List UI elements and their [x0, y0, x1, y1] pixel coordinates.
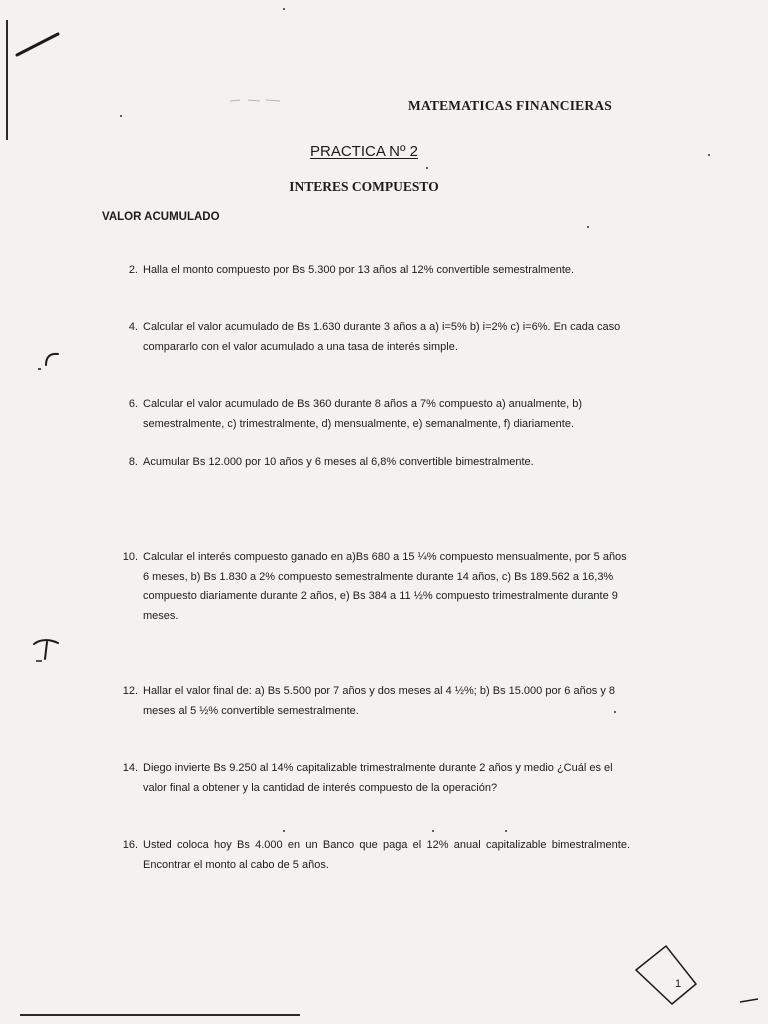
exercise-text: Usted coloca hoy Bs 4.000 en un Banco que paga el 12% anual capitalizable bimestralmente. Encontrar el monto al cabo de 5 años.	[143, 839, 630, 871]
exercise-item	[120, 261, 630, 281]
exercise-text: Diego invierte Bs 9.250 al 14% capitalizable trimestralmente durante 2 años y medio ¿Cuál es el valor final a obtener y la cantidad de interés compuesto de la operación?	[143, 762, 613, 794]
pen-stroke-mark	[14, 30, 64, 60]
exercise-text: Calcular el valor acumulado de Bs 360 durante 8 años a 7% compuesto a) anualmente, b) semestralmente, c) trimestralmente, d) mensualmente, e) semanalmente, f) diariamente.	[143, 398, 583, 430]
scan-edge-line	[6, 20, 8, 140]
page-number-diamond	[630, 940, 700, 1010]
scan-speck	[283, 8, 285, 10]
exercise-number: 2.	[128, 264, 138, 276]
practice-title: PRACTICA Nº 2	[309, 143, 418, 160]
scan-speck	[587, 226, 589, 228]
exercise-text: Calcular el valor acumulado de Bs 1.630 durante 3 años a a) i=5% b) i=2% c) i=6%. En cada caso compararlo con el valor acumulado a una tasa de interés simple.	[143, 321, 621, 353]
exercise-item	[120, 453, 630, 473]
topic-title: INTERES COMPUESTO	[289, 179, 439, 194]
section-heading: VALOR ACUMULADO	[102, 211, 220, 223]
exercise-text: Calcular el interés compuesto ganado en a)Bs 680 a 15 ¼% compuesto mensualmente, por 5 años 6 meses, b) Bs 1.830 a 2% compuesto semestralmente durante 14 años, c) Bs 189.562 a 16,3% compuesto diariamente durante 2 años, e) Bs 384 a 11 ½% compuesto trimestralmente durante 9 meses.	[143, 551, 627, 622]
exercise-number: 14.	[122, 762, 138, 774]
faint-scan-mark	[228, 96, 283, 104]
exercise-number: 12.	[122, 685, 138, 697]
exercise-item	[120, 836, 630, 875]
exercise-item	[120, 682, 630, 721]
exercise-number: 6.	[128, 398, 138, 410]
exercise-item	[120, 759, 630, 798]
handwritten-margin-mark	[30, 634, 64, 668]
scan-speck	[283, 830, 285, 832]
handwritten-margin-mark	[34, 345, 64, 375]
page-number: 1	[675, 978, 682, 990]
exercise-text: Acumular Bs 12.000 por 10 años y 6 meses al 6,8% convertible bimestralmente.	[143, 456, 534, 468]
exercise-text: Hallar el valor final de: a) Bs 5.500 por 7 años y dos meses al 4 ½%; b) Bs 15.000 por 6 años y 8 meses al 5 ½% convertible semestralmente.	[143, 685, 616, 717]
scan-speck	[120, 115, 122, 117]
course-title: MATEMATICAS FINANCIERAS	[408, 98, 612, 113]
exercise-item	[120, 318, 630, 357]
scan-speck	[432, 830, 434, 832]
exercise-number: 16.	[122, 839, 138, 851]
scan-bottom-line	[20, 1014, 300, 1016]
exercise-number: 8.	[128, 456, 138, 468]
scan-speck	[505, 830, 507, 832]
exercise-item	[120, 395, 630, 434]
exercise-text: Halla el monto compuesto por Bs 5.300 por 13 años al 12% convertible semestralmente.	[143, 264, 575, 276]
exercise-item	[120, 548, 630, 626]
exercise-number: 4.	[128, 321, 138, 333]
exercise-number: 10.	[122, 551, 138, 563]
scan-mark	[738, 996, 762, 1006]
scan-speck	[426, 167, 428, 169]
